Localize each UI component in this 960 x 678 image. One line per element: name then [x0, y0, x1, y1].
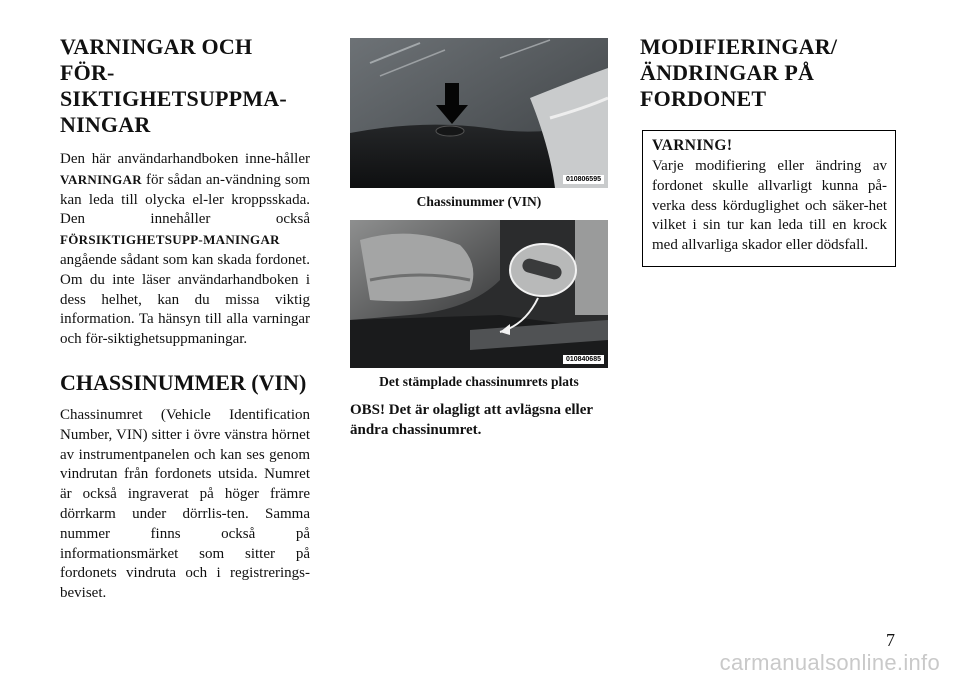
warning-title: VARNING! [652, 137, 733, 154]
vin-heading: CHASSINUMMER (VIN) [60, 369, 307, 395]
vin-stamp-photo [350, 220, 608, 368]
photo1-caption: Chassinummer (VIN) [416, 194, 542, 209]
vin-paragraph: Chassinumret (Vehicle Identification Number, VIN) sitter i övre vänstra hörnet av instrumentpanelen och kan ses genom vindrutan från fordonets utsida. Numret är också ingraverat på höger främre dörrkarm under dörrlis-ten. Samma nummer finns också på informationsmärket som sitter på fordonets vindruta och i registrerings-beviset. [60, 406, 310, 602]
page-number: 7 [886, 630, 895, 650]
photo2-code: 010840685 [563, 355, 604, 364]
windshield-illustration [350, 38, 608, 188]
warnings-text-1: Den här användarhandboken inne-håller [60, 151, 310, 167]
photo1-code: 010806595 [563, 175, 604, 184]
right-column [640, 34, 896, 267]
middle-column [350, 34, 608, 440]
warnings-keyword: VARNINGAR [60, 171, 142, 187]
warnings-text-3: angående sådant som kan skada fordonet. Om du inte läser användarhandboken i dess helhet, kan du missa viktig information. Ta hänsyn till alla varningar och för-siktighetsuppmaningar. [60, 251, 310, 348]
warnings-text-2: för sådan an-vändning som kan leda till olycka el-ler kroppsskada. Den innehåller också [60, 171, 310, 228]
warnings-paragraph [60, 150, 310, 350]
watermark: carmanualsonline.info [719, 650, 940, 675]
warning-text: Varje modifiering eller ändring av fordonet skulle allvarligt kunna på-verka dess körduglighet och säker-het vilket i sin tur kan leda till en krock med allvarliga skador eller dödsfall. [652, 158, 887, 254]
door-sill-illustration [350, 220, 608, 368]
left-column [60, 34, 310, 604]
modifications-heading: MODIFIERINGAR/ ÄNDRINGAR PÅ FORDONET [640, 34, 838, 111]
warnings-heading: VARNINGAR OCH FÖR-SIKTIGHETSUPPMA-NINGAR [60, 34, 287, 137]
vin-legal-note: OBS! Det är olagligt att avlägsna eller ändra chassinumret. [350, 402, 593, 438]
cautions-keyword: FÖRSIKTIGHETSUPP-MANINGAR [60, 232, 280, 248]
warning-box [642, 130, 896, 267]
vin-windshield-photo [350, 38, 608, 188]
photo2-caption: Det stämplade chassinumrets plats [379, 374, 579, 389]
